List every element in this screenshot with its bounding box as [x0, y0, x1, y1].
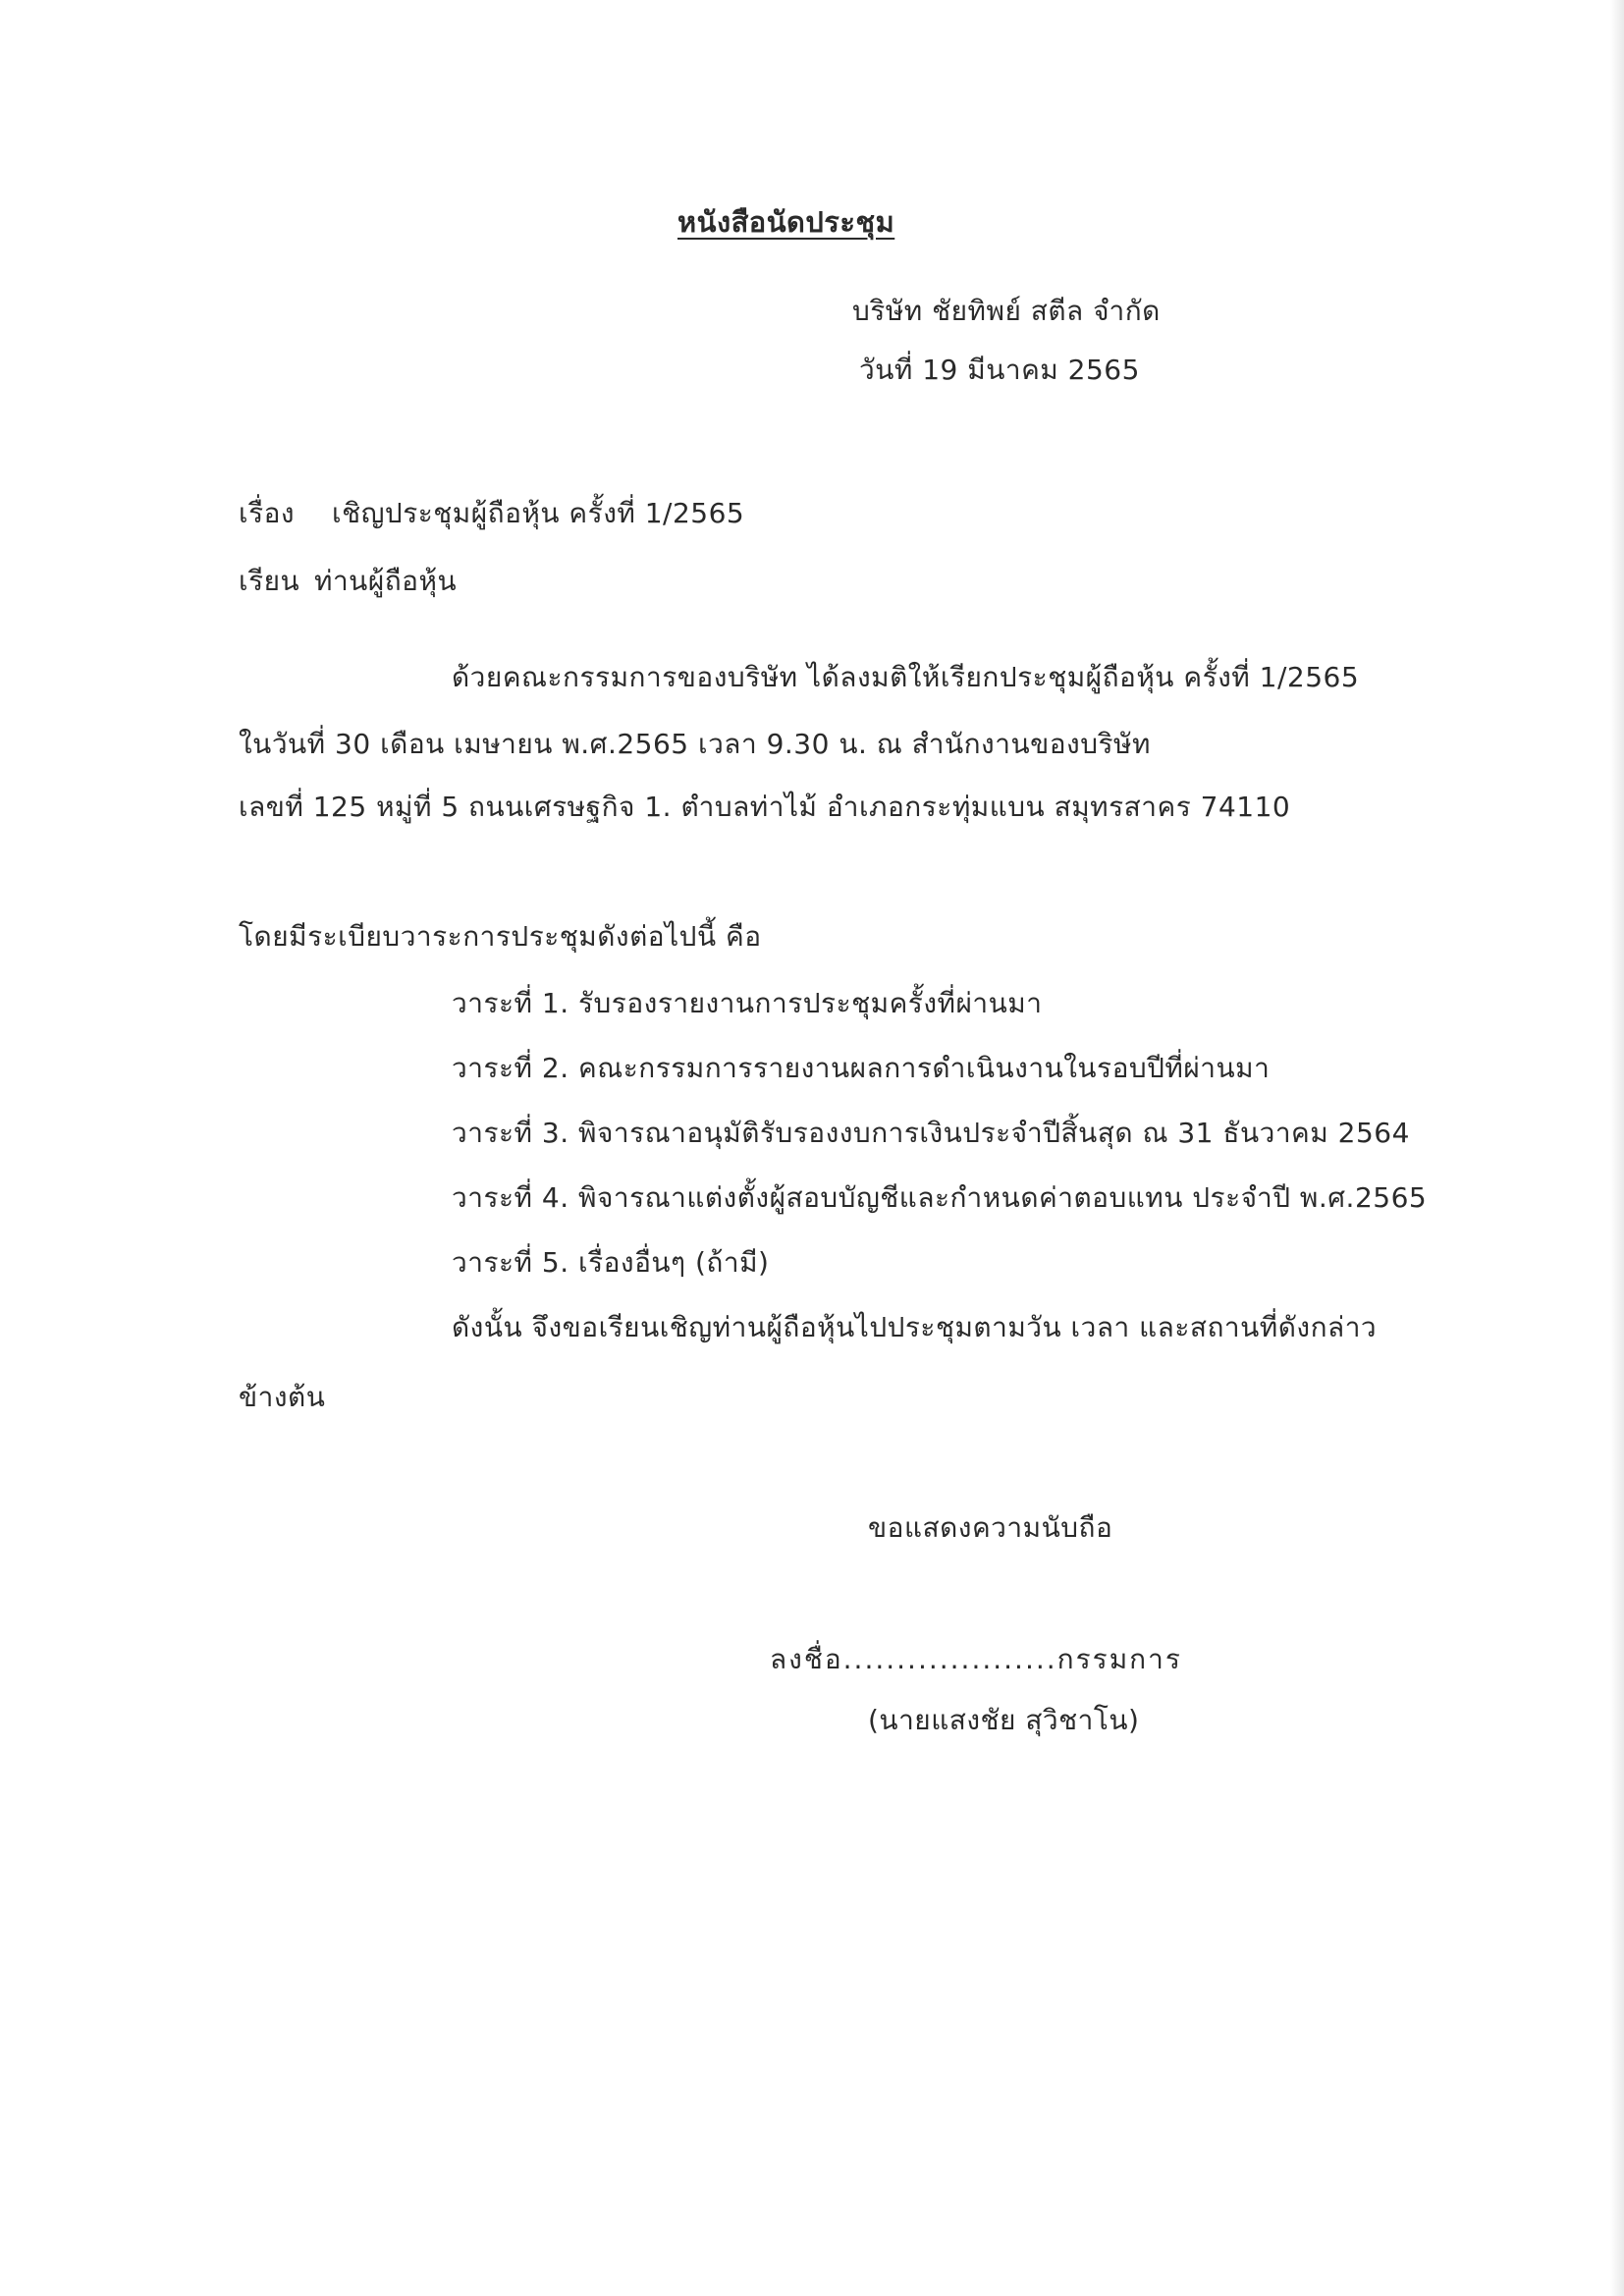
agenda-item-4: วาระที่ 4. พิจารณาแต่งตั้งผู้สอบบัญชีและกำหนดค่าตอบแทน ประจำปี พ.ศ.2565 [452, 1181, 1428, 1214]
agenda-item-2: วาระที่ 2. คณะกรรมการรายงานผลการดำเนินงานในรอบปีที่ผ่านมา [452, 1052, 1271, 1084]
agenda-item-3: วาระที่ 3. พิจารณาอนุมัติรับรองงบการเงินประจำปีสิ้นสุด ณ 31 ธันวาคม 2564 [452, 1117, 1410, 1149]
subject-text: เชิญประชุมผู้ถือหุ้น ครั้งที่ 1/2565 [332, 497, 745, 529]
document-date: วันที่ 19 มีนาคม 2565 [859, 354, 1140, 386]
company-name: บริษัท ชัยทิพย์ สตีล จำกัด [852, 295, 1161, 327]
page-edge-shadow [1610, 0, 1624, 2296]
signature-line: ลงชื่อ....................กรรมการ [770, 1643, 1182, 1675]
body-paragraph-line-3: เลขที่ 125 หมู่ที่ 5 ถนนเศรษฐกิจ 1. ตำบลท่าไม้ อำเภอกระทุ่มแบน สมุทรสาคร 74110 [239, 791, 1291, 823]
recipient-text: ท่านผู้ถือหุ้น [314, 565, 458, 597]
body-paragraph-line-2: ในวันที่ 30 เดือน เมษายน พ.ศ.2565 เวลา 9.30 น. ณ สำนักงานของบริษัท [239, 728, 1151, 760]
body-paragraph-line-1: ด้วยคณะกรรมการของบริษัท ได้ลงมติให้เรียกประชุมผู้ถือหุ้น ครั้งที่ 1/2565 [452, 661, 1360, 693]
closing-paragraph-line-2: ข้างต้น [239, 1381, 326, 1413]
subject-label: เรื่อง [239, 497, 296, 529]
recipient-label: เรียน [239, 565, 300, 597]
closing-paragraph-line-1: ดังนั้น จึงขอเรียนเชิญท่านผู้ถือหุ้นไปประชุมตามวัน เวลา และสถานที่ดังกล่าว [452, 1311, 1378, 1343]
document-title: หนังสือนัดประชุม [677, 205, 895, 239]
signatory-name: (นายแสงชัย สุวิชาโน) [868, 1704, 1140, 1736]
agenda-item-1: วาระที่ 1. รับรองรายงานการประชุมครั้งที่ผ่านมา [452, 987, 1043, 1019]
agenda-intro: โดยมีระเบียบวาระการประชุมดังต่อไปนี้ คือ [239, 920, 762, 953]
regards-text: ขอแสดงความนับถือ [868, 1511, 1113, 1544]
agenda-item-5: วาระที่ 5. เรื่องอื่นๆ (ถ้ามี) [452, 1246, 770, 1279]
